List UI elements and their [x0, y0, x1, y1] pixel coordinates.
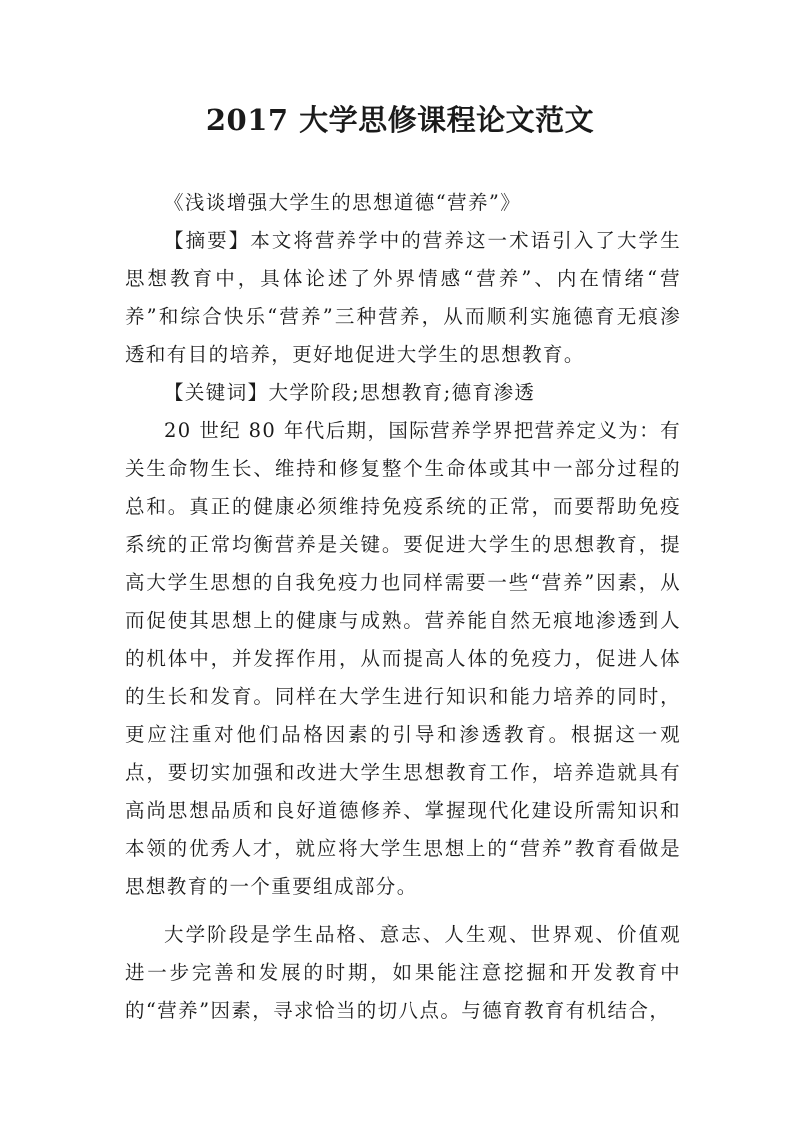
document-body: [125, 184, 681, 1030]
abstract-paragraph: 【摘要】本文将营养学中的营养这一术语引入了大学生思想教育中，具体论述了外界情感“营养”、内在情绪“营养”和综合快乐“营养”三种营养，从而顺利实施德育无痕渗透和有目的培养，更好地促进大学生的思想教育。: [125, 229, 681, 366]
document-title: 2017 大学思修课程论文范文: [205, 103, 595, 137]
body-paragraph: 20 世纪 80 年代后期，国际营养学界把营养定义为：有关生命物生长、维持和修复整个生命体或其中一部分过程的总和。真正的健康必须维持免疫系统的正常，而要帮助免疫系统的正常均衡营养是关键。要促进大学生的思想教育，提高大学生思想的自我免疫力也同样需要一些“营养”因素，从而促使其思想上的健康与成熟。营养能自然无痕地渗透到人的机体中，并发挥作用，从而提高人体的免疫力，促进人体的生长和发育。同样在大学生进行知识和能力培养的同时，更应注重对他们品格因素的引导和渗透教育。根据这一观点，要切实加强和改进大学生思想教育工作，培养造就具有高尚思想品质和良好道德修养、掌握现代化建设所需知识和本领的优秀人才，就应将大学生思想上的“营养”教育看做是思想教育的一个重要组成部分。: [125, 419, 681, 898]
body-paragraph: 大学阶段是学生品格、意志、人生观、世界观、价值观进一步完善和发展的时期，如果能注意挖掘和开发教育中的“营养”因素，寻求恰当的切八点。与德育教育有机结合，: [125, 923, 681, 1022]
article-heading: 《浅谈增强大学生的思想道德“营养”》: [164, 191, 522, 214]
keywords-paragraph: 【关键词】大学阶段;思想教育;德育渗透: [164, 381, 536, 404]
